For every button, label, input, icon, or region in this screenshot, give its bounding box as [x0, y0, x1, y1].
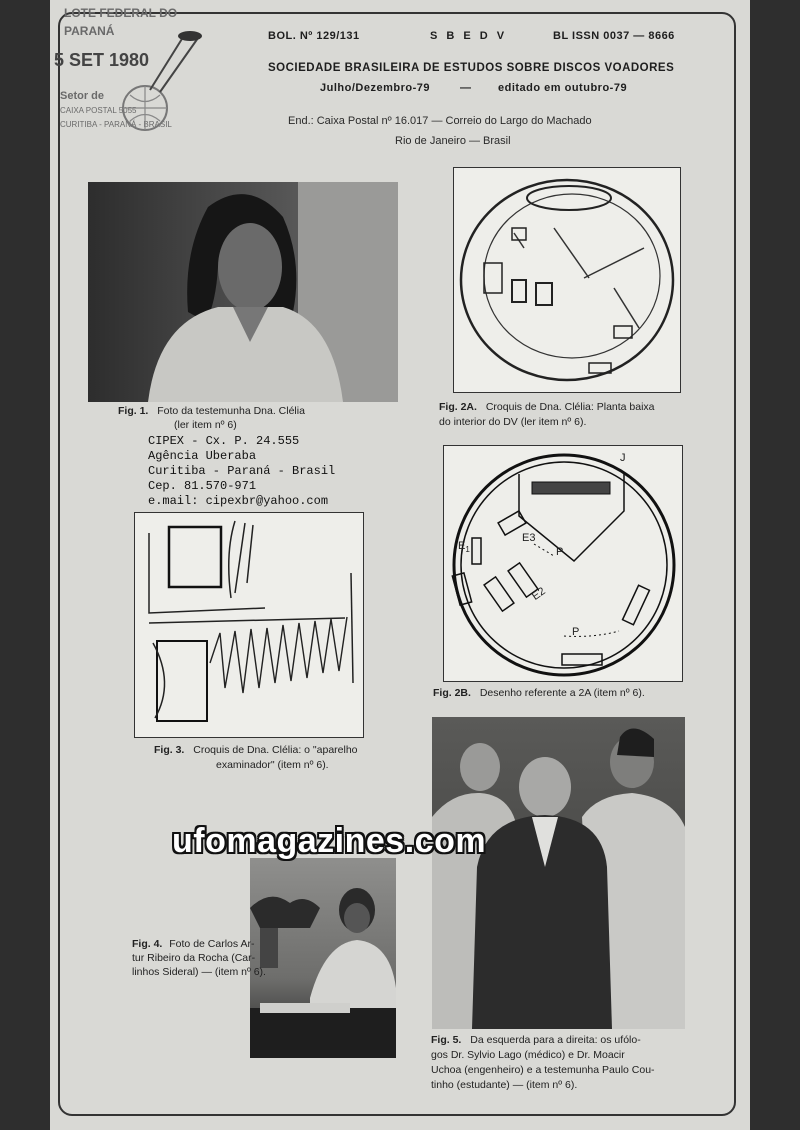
fig5-caption — [431, 1033, 641, 1048]
address-line1: End.: Caixa Postal nº 16.017 — Correio do Largo do Machado — [288, 115, 592, 127]
label-e1 — [458, 540, 470, 554]
fig3-caption — [154, 743, 358, 758]
issn: BL ISSN 0037 — 8666 — [553, 30, 675, 42]
fig4-text: Foto de Carlos Ar- — [169, 938, 255, 950]
fig2a-caption — [439, 400, 655, 415]
fig2b-text: Desenho referente a 2A (item nº 6). — [479, 687, 645, 699]
fig1-label: Fig. 1. — [118, 405, 149, 417]
stamp-date: 5 SET 1980 — [54, 50, 150, 70]
fig2b-caption — [433, 686, 645, 701]
fig4-photo — [250, 858, 396, 1058]
fig2a-caption-line2: do interior do DV (ler item nº 6). — [439, 416, 587, 428]
label-p2: P — [572, 626, 580, 638]
label-e2: E2 — [529, 585, 548, 603]
fig5-photo — [432, 717, 685, 1029]
label-e3: E3 — [522, 532, 536, 544]
cipex-line3: Curitiba - Paraná - Brasil — [148, 464, 336, 478]
period: Julho/Dezembro-79 — [320, 82, 430, 94]
stamp-line1: LOTE FEDERAL DO — [64, 6, 178, 20]
stamp-globe-icon — [90, 20, 210, 140]
label-e1-letter: E — [458, 540, 466, 552]
fig1-caption — [118, 404, 305, 419]
stamp-line2: PARANÁ — [64, 24, 115, 38]
fig5-text: Da esquerda para a direita: os ufólo- — [470, 1034, 641, 1046]
fig2b-label: Fig. 2B. — [433, 687, 471, 699]
fig2a-sketch — [453, 167, 681, 393]
fig3-text: Croquis de Dna. Clélia: o "aparelho — [193, 744, 358, 756]
fig5-label: Fig. 5. — [431, 1034, 462, 1046]
cipex-line1: CIPEX - Cx. P. 24.555 — [148, 434, 300, 448]
fig4-label: Fig. 4. — [132, 938, 163, 950]
stamp-line5: CURITIBA - PARANÁ - BRASIL — [60, 120, 172, 129]
cipex-line2: Agência Uberaba — [148, 449, 257, 463]
fig1-photo — [88, 182, 398, 402]
fig4-caption — [132, 937, 254, 951]
cipex-line4: Cep. 81.570-971 — [148, 479, 257, 493]
fig2b-diagram — [443, 445, 683, 682]
fig1-text: Foto da testemunha Dna. Clélia — [157, 405, 305, 417]
cipex-email: e.mail: cipexbr@yahoo.com — [148, 494, 329, 508]
label-j: J — [620, 452, 626, 464]
fig2a-text: Croquis de Dna. Clélia: Planta baixa — [485, 401, 655, 413]
org-full-name: SOCIEDADE BRASILEIRA DE ESTUDOS SOBRE DISCOS VOADORES — [268, 62, 675, 74]
fig3-caption-line2: examinador" (item nº 6). — [216, 759, 329, 771]
bulletin-number: BOL. Nº 129/131 — [268, 30, 360, 42]
fig1-caption-line2: (ler item nº 6) — [174, 419, 237, 431]
stamp-line4: CAIXA POSTAL 5055 — [60, 106, 137, 115]
fig2a-label: Fig. 2A. — [439, 401, 477, 413]
fig4-caption-line2: tur Ribeiro da Rocha (Car- — [132, 952, 256, 964]
fig3-label: Fig. 3. — [154, 744, 185, 756]
label-e1-sub: 1 — [465, 545, 470, 555]
magazine-page — [50, 0, 750, 1130]
fig3-sketch — [134, 512, 364, 738]
address-line2: Rio de Janeiro — Brasil — [395, 135, 511, 147]
header-dash: — — [460, 82, 472, 94]
label-p1: P — [556, 546, 564, 558]
edited-date: editado em outubro-79 — [498, 82, 628, 94]
stamp-line3: Setor de — [60, 90, 105, 102]
fig5-caption-line3: Uchoa (engenheiro) e a testemunha Paulo Cou- — [431, 1064, 655, 1076]
fig5-caption-line2: gos Dr. Sylvio Lago (médico) e Dr. Moacir — [431, 1049, 625, 1061]
fig4-caption-line3: linhos Sideral) — (item nº 6). — [132, 966, 266, 978]
fig5-caption-line4: tinho (estudante) — (item nº 6). — [431, 1079, 578, 1091]
watermark: ufomagazines.com — [172, 822, 487, 860]
org-short: S B E D V — [430, 30, 508, 42]
